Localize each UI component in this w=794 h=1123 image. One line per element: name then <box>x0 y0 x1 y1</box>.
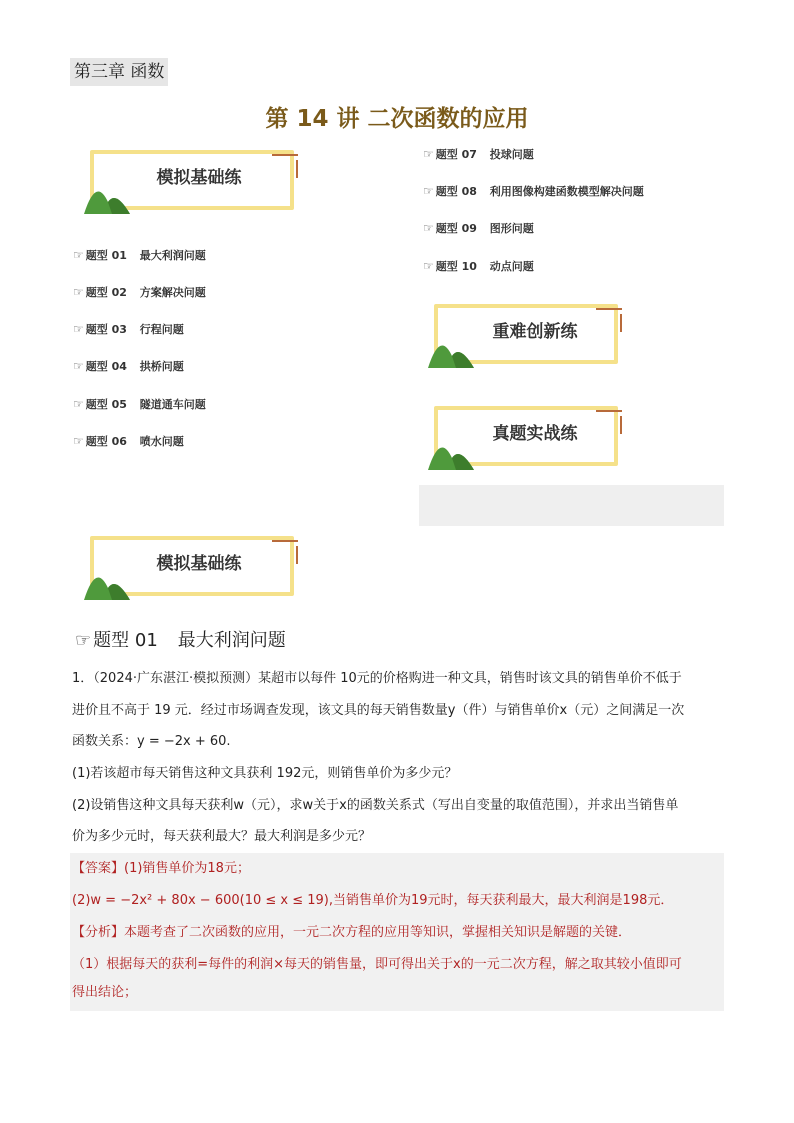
toc-item-01[interactable]: ☞ 题型 01 最大利润问题 <box>73 248 206 262</box>
pointing-hand-icon: ☞ <box>73 322 84 336</box>
toc-item-08[interactable]: ☞ 题型 08 利用图像构建函数模型解决问题 <box>423 184 644 198</box>
pointing-hand-icon: ☞ <box>423 221 434 235</box>
problem-line-6: 价为多少元时，每天获利最大？最大利润是多少元？ <box>72 829 372 844</box>
pointing-hand-icon: ☞ <box>73 434 84 448</box>
section-heading: ☞ 题型 01 最大利润问题 <box>75 630 286 651</box>
page-title: 第 14 讲 二次函数的应用 <box>265 106 529 132</box>
toc-item-09[interactable]: ☞ 题型 09 图形问题 <box>423 221 534 235</box>
toc-item-04[interactable]: ☞ 题型 04 拱桥问题 <box>73 359 184 373</box>
toc-item-02[interactable]: ☞ 题型 02 方案解决问题 <box>73 285 206 299</box>
chapter-label: 第三章 函数 <box>70 58 168 86</box>
answer-line-2: (2)w = −2x² + 80x − 600(10 ≤ x ≤ 19),当销售单价为19元时，每天获利最大，最大利润是198元． <box>72 893 674 908</box>
pointing-hand-icon: ☞ <box>73 359 84 373</box>
toc-item-06[interactable]: ☞ 题型 06 喷水问题 <box>73 434 184 448</box>
pointing-hand-icon: ☞ <box>73 248 84 262</box>
analysis-line-1: 【分析】本题考查了二次函数的应用，一元二次方程的应用等知识，掌握相关知识是解题的关键． <box>72 925 632 940</box>
pointing-hand-icon: ☞ <box>423 259 434 273</box>
problem-line-2: 进价且不高于 19 元．经过市场调查发现，该文具的每天销售数量y（件）与销售单价x（元）之间满足一次 <box>72 703 685 718</box>
badge-label: 模拟基础练 <box>156 554 242 574</box>
section-badge-real <box>420 406 650 476</box>
problem-line-4: (1)若该超市每天销售这种文具获利 192元，则销售单价为多少元？ <box>72 766 458 781</box>
toc-item-03[interactable]: ☞ 题型 03 行程问题 <box>73 322 184 336</box>
pointing-hand-icon: ☞ <box>423 147 434 161</box>
pointing-hand-icon: ☞ <box>423 184 434 198</box>
answer-line-1: 【答案】(1)销售单价为18元； <box>72 861 250 876</box>
blank-panel <box>419 485 724 526</box>
pointing-hand-icon: ☞ <box>75 630 92 651</box>
analysis-line-3: 得出结论； <box>72 985 138 1000</box>
badge-label: 真题实战练 <box>492 424 578 444</box>
section-badge-hard <box>420 304 650 374</box>
problem-line-5: (2)设销售这种文具每天获利w（元），求w关于x的函数关系式（写出自变量的取值范围），并求出当销售单 <box>72 798 679 813</box>
section-badge-basic-2 <box>76 536 306 606</box>
toc-item-05[interactable]: ☞ 题型 05 隧道通车问题 <box>73 397 206 411</box>
answer-panel <box>70 853 724 1011</box>
toc-item-07[interactable]: ☞ 题型 07 投球问题 <box>423 147 534 161</box>
analysis-line-2: （1）根据每天的获利=每件的利润×每天的销售量，即可得出关于x的一元二次方程，解之取其较小值即可 <box>72 957 682 972</box>
section-badge-basic <box>76 150 306 220</box>
badge-label: 重难创新练 <box>492 322 578 342</box>
pointing-hand-icon: ☞ <box>73 285 84 299</box>
problem-line-3: 函数关系：y = −2x + 60. <box>72 734 231 749</box>
badge-label: 模拟基础练 <box>156 168 242 188</box>
pointing-hand-icon: ☞ <box>73 397 84 411</box>
toc-item-10[interactable]: ☞ 题型 10 动点问题 <box>423 259 534 273</box>
problem-line-1: 1．（2024·广东湛江·模拟预测）某超市以每件 10元的价格购进一种文具，销售时该文具的销售单价不低于 <box>72 671 682 686</box>
